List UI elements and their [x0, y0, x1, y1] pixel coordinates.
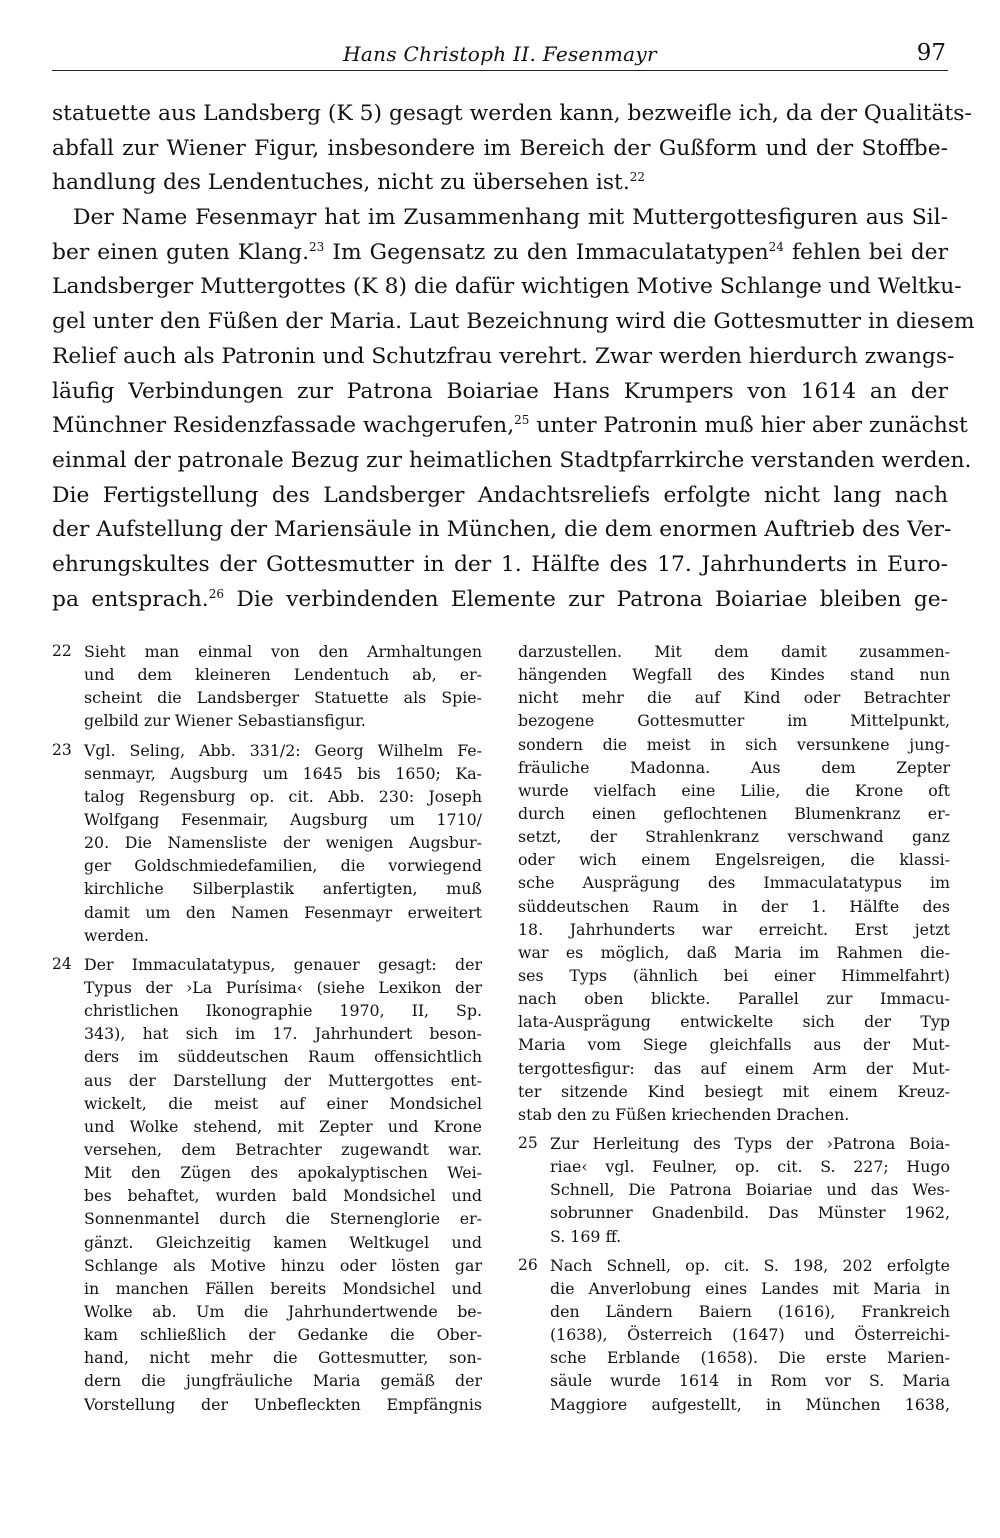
text-line: gel unter den Füßen der Maria. Laut Bezeichnung wird die Gottesmutter in diesem	[52, 309, 975, 335]
text-line: Die Fertigstellung des Landsberger Andachtsreliefs erfolgte nicht lang nach	[52, 482, 948, 508]
text-line	[52, 236, 948, 271]
footnote-line: ger Goldschmiedefamilien, die vorwiegend	[84, 856, 482, 876]
footnote-23	[52, 739, 482, 947]
footnote-22	[52, 640, 482, 733]
footnote-line: ter sitzende Kind besiegt mit einem Kreuz-	[518, 1081, 950, 1101]
footnote-line: ders im süddeutschen Raum offensichtlich	[84, 1047, 482, 1067]
footnote-line: bes behaftet, wurden bald Mondsichel und	[84, 1186, 482, 1206]
footnote-line: fräuliche Madonna. Aus dem Zepter	[518, 757, 950, 777]
footnote-line: darzustellen. Mit dem damit zusammen-	[518, 642, 950, 661]
text-line	[52, 583, 948, 618]
footnote-line: Sonnenmantel durch die Sternenglorie er-	[84, 1209, 482, 1229]
text-fragment: handlung des Lendentuches, nicht zu übersehen ist.	[52, 170, 630, 196]
footnote-line: Maggiore aufgestellt, in München 1638,	[550, 1394, 950, 1414]
text-fragment: unter Patronin muß hier aber zunächst	[529, 413, 968, 439]
footnote-line: war es möglich, daß Maria im Rahmen die-	[518, 942, 950, 962]
page-number: 97	[916, 40, 946, 66]
text-line: Der Name Fesenmayr hat im Zusammenhang mit Muttergottesfiguren aus Sil-	[73, 205, 948, 231]
footnote-line: Wolke ab. Um die Jahrhundertwende be-	[84, 1301, 482, 1321]
footnote-line: gelbild zur Wiener Sebastiansfigur.	[84, 711, 366, 731]
text-line	[52, 166, 948, 201]
footnote-line: oder wich einem Engelsreigen, die klassi-	[518, 850, 950, 870]
footnote-line: wurde vielfach eine Lilie, die Krone oft	[518, 780, 950, 800]
footnote-line: 20. Die Namensliste der wenigen Augsbur-	[84, 833, 482, 853]
footnote-line: riae‹ vgl. Feulner, op. cit. S. 227; Hugo	[550, 1157, 950, 1177]
text-fragment: pa entsprach.	[52, 586, 209, 612]
text-fragment: Im Gegensatz zu den Immaculatatypen	[324, 239, 769, 265]
footnote-line: talog Regensburg op. cit. Abb. 230: Joseph	[84, 786, 482, 806]
text-fragment: Münchner Residenzfassade wachgerufen,	[52, 413, 515, 439]
footnote-line: setzt, der Strahlenkranz verschwand ganz	[518, 827, 950, 847]
text-line: ehrungskultes der Gottesmutter in der 1. Hälfte des 17. Jahrhunderts in Euro-	[52, 551, 948, 577]
footnote-line: hängenden Wegfall des Kindes stand nun	[518, 665, 950, 685]
footnote-column-left	[52, 640, 482, 1416]
footnote-line: Nach Schnell, op. cit. S. 198, 202 erfolgte	[550, 1255, 950, 1275]
footnote-line: und dem kleineren Lendentuch ab, er-	[84, 665, 482, 685]
footnote-line: Schlange als Motive hinzu oder lösten gar	[84, 1255, 482, 1275]
footnote-line: Wolfgang Fesenmair, Augsburg um 1710/	[84, 809, 482, 829]
footnote-ref: 23	[309, 239, 325, 254]
footnote-line: lata-Ausprägung entwickelte sich der Typ	[518, 1012, 950, 1032]
main-text	[52, 97, 975, 617]
text-line: Relief auch als Patronin und Schutzfrau verehrt. Zwar werden hierdurch zwangs-	[52, 343, 955, 369]
footnote-line: Schnell, Die Patrona Boiariae und das Wes-	[550, 1180, 950, 1200]
footnote-line: hand, nicht mehr die Gottesmutter, son-	[84, 1348, 482, 1368]
text-line: statuette aus Landsberg (K 5) gesagt werden kann, bezweifle ich, da der Qualitäts-	[52, 101, 972, 126]
footnote-ref: 25	[514, 413, 530, 428]
footnote-number: 22	[52, 642, 72, 660]
footnote-line: sche Erblande (1658). Die erste Marien-	[550, 1348, 950, 1368]
footnote-line: kirchliche Silberplastik anfertigten, muß	[84, 879, 482, 899]
footnote-line: Mit den Zügen des apokalyptischen Wei-	[84, 1163, 482, 1183]
text-fragment: fehlen bei der	[783, 239, 948, 265]
footnote-line: 343), hat sich im 17. Jahrhundert beson-	[84, 1024, 482, 1044]
footnote-ref: 26	[208, 586, 225, 601]
footnote-25	[518, 1132, 950, 1248]
footnote-line: damit um den Namen Fesenmayr erweitert	[84, 902, 482, 922]
footnote-number: 25	[518, 1133, 538, 1152]
footnote-line: Vgl. Seling, Abb. 331/2: Georg Wilhelm Fe-	[84, 740, 482, 760]
footnote-line: scheint die Landsberger Statuette als Spie-	[84, 688, 482, 708]
footnote-line: tergottesfigur: das auf einem Arm der Mut-	[518, 1058, 950, 1078]
footnote-line: Typus der ›La Purísima‹ (siehe Lexikon der	[84, 977, 482, 997]
footnote-ref: 24	[768, 239, 784, 254]
running-header	[52, 40, 948, 71]
text-line: der Aufstellung der Mariensäule in München, die dem enormen Auftrieb des Ver-	[52, 517, 952, 543]
footnote-24	[52, 953, 482, 1416]
footnote-line: Der Immaculatatypus, genauer gesagt: der	[84, 954, 482, 974]
footnote-line: nach oben blickte. Parallel zur Immacu-	[518, 989, 950, 1009]
footnote-line: bezogene Gottesmutter im Mittelpunkt,	[518, 711, 950, 731]
footnote-line: nicht mehr die auf Kind oder Betrachter	[518, 688, 950, 708]
text-fragment: ber einen guten Klang.	[52, 239, 310, 265]
footnote-number: 26	[518, 1255, 538, 1274]
footnote-line: Zur Herleitung des Typs der ›Patrona Boia-	[550, 1133, 950, 1153]
footnote-ref: 22	[629, 170, 646, 185]
footnote-line: christlichen Ikonographie 1970, II, Sp.	[84, 1001, 482, 1021]
footnote-line: süddeutschen Raum in der 1. Hälfte des	[518, 896, 950, 916]
footnote-line: säule wurde 1614 in Rom vor S. Maria	[550, 1371, 950, 1391]
footnote-line: versehen, dem Betrachter zugewandt war.	[84, 1139, 482, 1159]
footnote-line: stab den zu Füßen kriechenden Drachen.	[518, 1104, 850, 1124]
text-line: abfall zur Wiener Figur, insbesondere im Bereich der Gußform und der Stoffbe-	[52, 135, 948, 161]
footnote-column-right	[518, 640, 950, 1416]
footnote-line: sobrunner Gnadenbild. Das Münster 1962,	[550, 1203, 950, 1223]
footnote-line: S. 169 ff.	[550, 1226, 622, 1246]
footnote-line: aus der Darstellung der Muttergottes ent-	[84, 1070, 482, 1090]
footnote-number: 24	[52, 954, 72, 973]
footnote-24-continued	[518, 640, 950, 1126]
footnote-26	[518, 1254, 950, 1416]
footnote-line: sondern die meist in sich versunkene jung-	[518, 734, 950, 754]
text-line: läufig Verbindungen zur Patrona Boiariae Hans Krumpers von 1614 an der	[52, 378, 948, 404]
text-fragment: Die verbindenden Elemente zur Patrona Boiariae bleiben ge-	[224, 586, 948, 612]
running-title: Hans Christoph II. Fesenmayr	[343, 42, 657, 66]
footnote-line: und Wolke stehend, mit Zepter und Krone	[84, 1116, 482, 1136]
footnote-line: senmayr, Augsburg um 1645 bis 1650; Ka-	[84, 763, 482, 783]
footnote-line: sche Ausprägung des Immaculatatypus im	[518, 873, 950, 893]
footnote-line: ses Typs (ähnlich bei einer Himmelfahrt)	[518, 965, 950, 985]
footnote-line: die Anverlobung eines Landes mit Maria in	[550, 1278, 950, 1298]
footnote-line: werden.	[84, 925, 150, 945]
footnote-line: Sieht man einmal von den Armhaltungen	[84, 642, 482, 661]
footnote-line: kam schließlich der Gedanke die Ober-	[84, 1325, 482, 1345]
footnote-line: in manchen Fällen bereits Mondsichel und	[84, 1278, 482, 1298]
footnote-line: wickelt, die meist auf einer Mondsichel	[84, 1093, 482, 1113]
text-line: Landsberger Muttergottes (K 8) die dafür wichtigen Motive Schlange und Weltku-	[52, 274, 962, 300]
footnote-line: dern die jungfräuliche Maria gemäß der	[84, 1371, 482, 1391]
footnote-line: Vorstellung der Unbefleckten Empfängnis	[84, 1394, 482, 1414]
footnote-line: durch einen geflochtenen Blumenkranz er-	[518, 803, 950, 823]
footnote-line: (1638), Österreich (1647) und Österreichi-	[550, 1325, 950, 1345]
footnote-line: gänzt. Gleichzeitig kamen Weltkugel und	[84, 1232, 482, 1252]
footnote-line: Maria vom Siege gleichfalls aus der Mut-	[518, 1035, 950, 1055]
footnote-line: den Ländern Baiern (1616), Frankreich	[550, 1301, 950, 1321]
footnote-line: 18. Jahrhunderts war erreicht. Erst jetzt	[518, 919, 950, 939]
text-line	[52, 409, 968, 444]
footnote-number: 23	[52, 740, 72, 759]
text-line: einmal der patronale Bezug zur heimatlichen Stadtpfarrkirche verstanden werden.	[52, 447, 972, 473]
